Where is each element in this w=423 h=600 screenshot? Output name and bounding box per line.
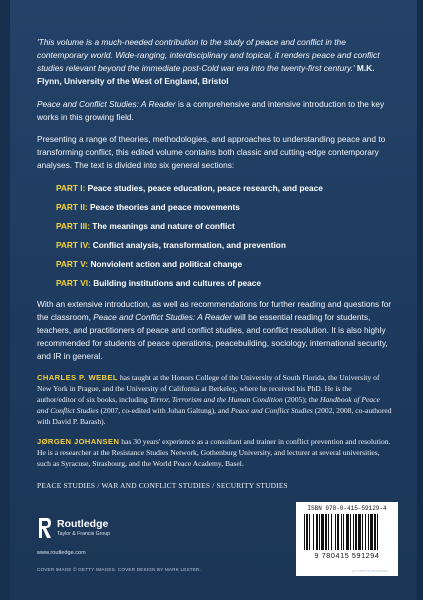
publisher-name: Routledge <box>57 518 109 530</box>
bio-text: has 30 years' experience as a consultant and trainer in conflict prevention and resolution. He is a researcher at the Resistance Studies Network, Gothenburg University, and lecturer at several universities, such as Syracuse, Strasbourg, and the World Peace Academy, Basel. <box>37 437 391 468</box>
cover-footer <box>37 505 392 586</box>
audience-book-title: Peace and Conflict Studies: A Reader <box>93 312 232 322</box>
audience-text-before: With an extensive introduction, as well as recommendations for further reading and questions for the classroom, <box>37 299 392 322</box>
part-title: Nonviolent action and political change <box>90 259 243 269</box>
bio-text: has taught at the Honors College of the University of South Florida, the University of New York in Prague, and the University of California at Berkeley, where he received his PhD. He is the author/editor of six books, including <box>37 373 380 404</box>
sections-paragraph: Presenting a range of theories, methodologies, and approaches to understanding peace and to transforming conflict, this edited volume contains both classic and cutting-edge contemporary analyses. The text is divided into six general sections: <box>37 134 386 170</box>
part-item <box>56 258 392 270</box>
isbn-label: ISBN 978-0-415-59129-4 <box>307 505 387 512</box>
part-item <box>56 201 392 213</box>
audience-text-after: will be essential reading for students, teachers, and practitioners of peace and conflict studies, and conflict resolution. It is also highly recommended for students of peace operations, peacebuilding, sociology, international security, and IR in general. <box>37 312 388 361</box>
part-title: Building institutions and cultures of peace <box>93 278 261 288</box>
editor-bio-webel <box>37 372 392 427</box>
bio-text: (2002, 2008, co-authored with David P. Barash). <box>37 406 392 426</box>
bio-text: (2005); the <box>282 395 321 404</box>
publisher-group: Taylor & Francis Group <box>57 531 111 537</box>
barcode-number: 9 780415 591294 <box>314 551 380 560</box>
part-tag: PART IV: <box>56 240 91 250</box>
parts-list <box>56 182 392 289</box>
cover-credits: COVER IMAGE © GETTY IMAGES. COVER DESIGN BY MARK LESTER. <box>37 567 201 572</box>
cover-edge-left <box>0 0 10 600</box>
intro-book-title: Peace and Conflict Studies: A Reader <box>37 99 176 109</box>
audience-paragraph <box>37 298 392 363</box>
cover-content <box>37 36 392 490</box>
part-title: Peace studies, peace education, peace research, and peace <box>87 183 323 193</box>
editor-name: CHARLES P. WEBEL <box>37 373 118 382</box>
informa-label: an informa business <box>352 568 388 573</box>
part-item <box>56 220 392 232</box>
review-quote-author: M.K. Flynn, University of the West of England, Bristol <box>37 63 375 86</box>
part-item <box>56 239 392 251</box>
intro-text: is a comprehensive and intensive introduction to the key works in this growing field. <box>37 99 385 122</box>
editor-name: JØRGEN JOHANSEN <box>37 437 120 446</box>
part-tag: PART III: <box>56 221 90 231</box>
barcode <box>296 502 398 576</box>
part-tag: PART I: <box>56 183 86 193</box>
review-quote <box>37 36 392 88</box>
part-item <box>56 182 392 194</box>
part-title: Conflict analysis, transformation, and prevention <box>92 240 286 250</box>
part-tag: PART V: <box>56 259 89 269</box>
part-title: Peace theories and peace movements <box>89 202 240 212</box>
book-title: Handbook of Peace and Conflict Studies <box>37 395 380 415</box>
part-tag: PART II: <box>56 202 88 212</box>
book-title: Peace and Conflict Studies <box>230 406 313 415</box>
part-title: The meanings and nature of conflict <box>92 221 235 231</box>
routledge-logo-icon <box>37 516 53 542</box>
publisher-url: www.routledge.com <box>37 550 86 556</box>
review-quote-text: 'This volume is a much-needed contribution to the study of peace and conflict in the contemporary world. Wide-ranging, interdisciplinary and topical, it renders peace and conflict studies relevant beyond the immediate post-Cold war era into the twenty-first century.' <box>37 37 380 73</box>
book-title: Terror, Terrorism and the Human Condition <box>149 395 283 404</box>
part-tag: PART VI: <box>56 278 91 288</box>
part-item <box>56 277 392 289</box>
bio-text: (2007, co-edited with Johan Galtung), and <box>98 406 231 415</box>
intro-paragraph <box>37 98 392 124</box>
cover-edge-right <box>417 0 423 600</box>
editor-bio-johansen <box>37 436 392 469</box>
barcode-bars-icon <box>302 514 392 550</box>
subject-categories: PEACE STUDIES / WAR AND CONFLICT STUDIES / SECURITY STUDIES <box>37 481 288 490</box>
